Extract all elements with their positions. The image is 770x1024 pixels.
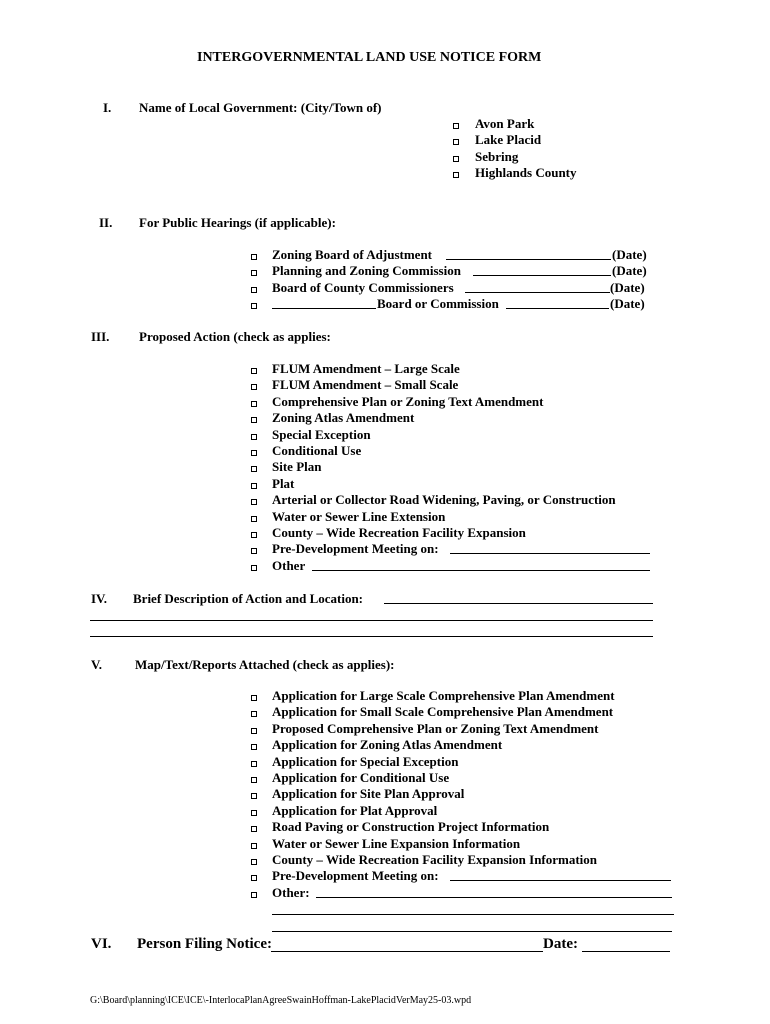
description-line-3[interactable] [90, 636, 653, 637]
footer-filepath: G:\Board\planning\ICE\ICE\-InterlocaPlanAgreeSwainHoffman-LakePlacidVerMay25-03.wpd [90, 995, 472, 1006]
s5-pre-dev-date-line[interactable] [450, 880, 671, 881]
attachment-label-10: County – Wide Recreation Facility Expansion Information [272, 852, 598, 867]
local-government-label-1: Lake Placid [475, 132, 542, 148]
attachment-label-9: Water or Sewer Line Expansion Information [272, 835, 521, 851]
attachment-checkbox-10[interactable] [251, 859, 257, 865]
s5-other-line-3[interactable] [272, 931, 672, 932]
section-2-heading: For Public Hearings (if applicable): [139, 215, 336, 230]
form-title: INTERGOVERNMENTAL LAND USE NOTICE FORM [197, 50, 542, 65]
hearing-county-commissioners-label: Board of County Commissioners [272, 280, 454, 295]
proposed-action-label-6: Site Plan [272, 459, 322, 475]
attachment-checkbox-1[interactable] [251, 711, 257, 717]
local-government-label-2: Sebring [475, 148, 519, 164]
section-3-numeral: III. [91, 329, 110, 344]
proposed-action-label-10: County – Wide Recreation Facility Expansion [272, 525, 526, 540]
s5-other-line-2[interactable] [272, 914, 674, 915]
attachment-checkbox-4[interactable] [251, 761, 257, 767]
hearing-other-board-date-line[interactable] [506, 308, 609, 309]
local-government-checkbox-3[interactable] [453, 172, 459, 178]
proposed-action-checkbox-8[interactable] [251, 499, 257, 505]
section-4-numeral: IV. [91, 591, 108, 606]
hearing-zoning-board-date-line[interactable] [446, 259, 611, 260]
local-government-checkbox-1[interactable] [453, 139, 459, 145]
hearing-other-board-label: Board or Commission [377, 296, 499, 311]
section-5-numeral: V. [91, 657, 102, 672]
proposed-action-label-12: Other [272, 557, 306, 573]
local-government-label-3: Highlands County [475, 165, 577, 181]
proposed-action-label-5: Conditional Use [272, 443, 362, 458]
local-government-checkbox-2[interactable] [453, 156, 459, 162]
hearing-planning-zoning-date-line[interactable] [473, 275, 611, 276]
attachment-label-6: Application for Site Plan Approval [272, 786, 465, 802]
section-3-heading: Proposed Action (check as applies: [139, 329, 331, 344]
attachment-checkbox-12[interactable] [251, 892, 257, 898]
attachment-checkbox-5[interactable] [251, 777, 257, 783]
attachment-label-7: Application for Plat Approval [272, 802, 438, 818]
proposed-action-checkbox-3[interactable] [251, 417, 257, 423]
proposed-action-label-2: Comprehensive Plan or Zoning Text Amendment [272, 393, 544, 409]
hearing-county-commissioners-date-label: (Date) [610, 280, 645, 295]
section-2-numeral: II. [99, 215, 113, 230]
proposed-action-label-11: Pre-Development Meeting on: [272, 541, 439, 557]
local-government-label-0: Avon Park [475, 116, 535, 131]
attachment-label-2: Proposed Comprehensive Plan or Zoning Text Amendment [272, 720, 599, 736]
s3-pre-dev-date-line[interactable] [450, 553, 650, 554]
section-1-heading: Name of Local Government: (City/Town of) [139, 100, 382, 115]
proposed-action-label-8: Arterial or Collector Road Widening, Paving, or Construction [272, 492, 616, 508]
attachment-checkbox-0[interactable] [251, 695, 257, 701]
proposed-action-checkbox-10[interactable] [251, 532, 257, 538]
s5-other-line[interactable] [316, 897, 672, 898]
other-board-name-line[interactable] [272, 308, 376, 309]
s3-other-line[interactable] [312, 570, 650, 571]
proposed-action-checkbox-12[interactable] [251, 565, 257, 571]
attachment-label-4: Application for Special Exception [272, 753, 459, 769]
proposed-action-label-9: Water or Sewer Line Extension [272, 508, 446, 524]
attachment-checkbox-7[interactable] [251, 810, 257, 816]
hearing-planning-zoning-label: Planning and Zoning Commission [272, 263, 461, 278]
attachment-label-5: Application for Conditional Use [272, 770, 450, 785]
proposed-action-label-3: Zoning Atlas Amendment [272, 410, 415, 426]
checkbox-other-board[interactable] [251, 303, 257, 309]
local-government-checkbox-0[interactable] [453, 123, 459, 129]
section-6-numeral: VI. [91, 936, 112, 952]
hearing-planning-zoning-date-label: (Date) [612, 263, 647, 278]
attachment-label-12: Other: [272, 884, 310, 900]
proposed-action-checkbox-4[interactable] [251, 434, 257, 440]
section-1-numeral: I. [103, 100, 112, 115]
proposed-action-checkbox-1[interactable] [251, 384, 257, 390]
proposed-action-checkbox-5[interactable] [251, 450, 257, 456]
checkbox-planning-zoning[interactable] [251, 270, 257, 276]
person-filing-label: Person Filing Notice: [137, 936, 272, 952]
hearing-other-board-date-label: (Date) [610, 296, 645, 311]
attachment-checkbox-8[interactable] [251, 826, 257, 832]
attachment-label-3: Application for Zoning Atlas Amendment [272, 737, 503, 753]
proposed-action-checkbox-6[interactable] [251, 466, 257, 472]
attachment-checkbox-2[interactable] [251, 728, 257, 734]
filing-date-line[interactable] [582, 951, 670, 952]
checkbox-county-commissioners[interactable] [251, 287, 257, 293]
attachment-checkbox-6[interactable] [251, 793, 257, 799]
attachment-checkbox-9[interactable] [251, 843, 257, 849]
proposed-action-label-4: Special Exception [272, 426, 371, 442]
person-filing-line[interactable] [271, 951, 543, 952]
hearing-zoning-board-label: Zoning Board of Adjustment [272, 247, 432, 262]
proposed-action-label-1: FLUM Amendment – Small Scale [272, 377, 459, 393]
attachment-label-1: Application for Small Scale Comprehensive Plan Amendment [272, 704, 614, 720]
attachment-label-11: Pre-Development Meeting on: [272, 868, 439, 884]
proposed-action-label-0: FLUM Amendment – Large Scale [272, 361, 460, 376]
proposed-action-checkbox-9[interactable] [251, 516, 257, 522]
proposed-action-checkbox-2[interactable] [251, 401, 257, 407]
hearing-county-commissioners-date-line[interactable] [465, 292, 610, 293]
proposed-action-checkbox-7[interactable] [251, 483, 257, 489]
proposed-action-checkbox-0[interactable] [251, 368, 257, 374]
filing-date-label: Date: [543, 936, 578, 952]
proposed-action-checkbox-11[interactable] [251, 548, 257, 554]
attachment-label-8: Road Paving or Construction Project Information [272, 819, 550, 835]
section-5-heading: Map/Text/Reports Attached (check as applies): [135, 657, 395, 672]
section-4-heading: Brief Description of Action and Location: [133, 591, 364, 606]
attachment-checkbox-11[interactable] [251, 875, 257, 881]
proposed-action-label-7: Plat [272, 475, 295, 491]
attachment-checkbox-3[interactable] [251, 744, 257, 750]
checkbox-zoning-board[interactable] [251, 254, 257, 260]
hearing-zoning-board-date-label: (Date) [612, 247, 647, 262]
attachment-label-0: Application for Large Scale Comprehensive Plan Amendment [272, 688, 615, 703]
description-line-1[interactable] [384, 603, 653, 604]
description-line-2[interactable] [90, 620, 653, 621]
